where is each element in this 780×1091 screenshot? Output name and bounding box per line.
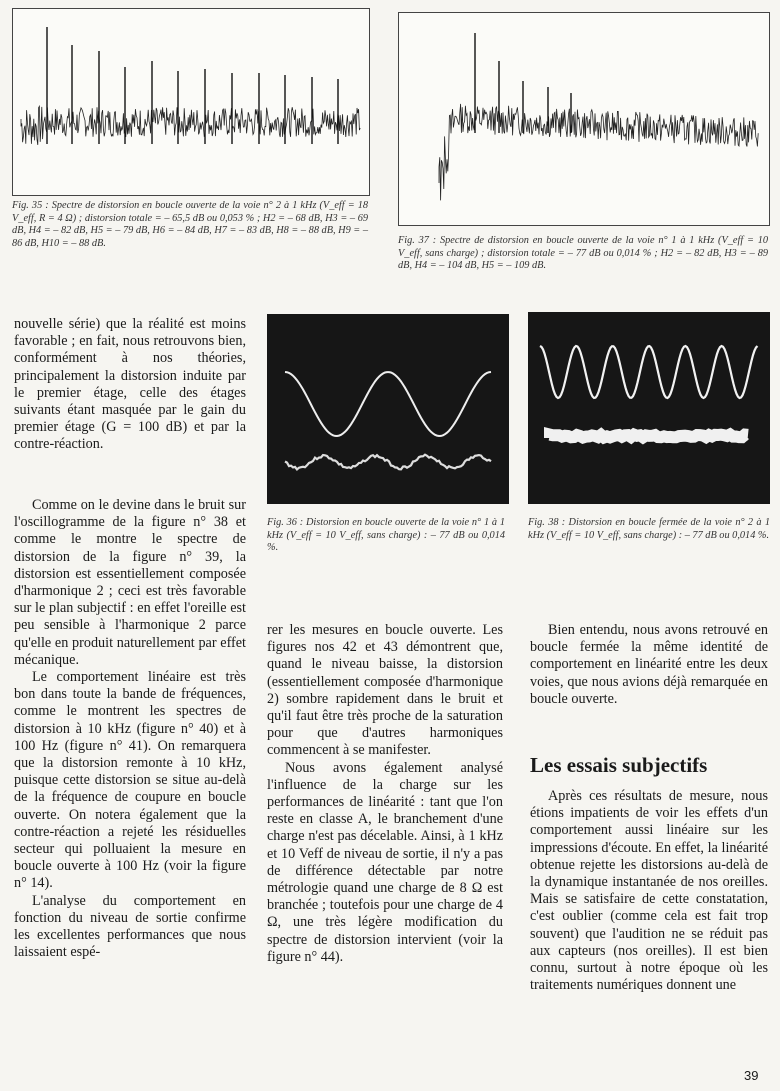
figure-35-spectrum	[12, 8, 370, 196]
paragraph: Comme on le devine dans le bruit sur l'oscillogramme de la figure n° 38 et comme le montre le spectre de distorsion de la figure n° 39, la distorsion est essentiellement composée d'harmonique 2 ; ceci est très favorable sur le plan subjectif : en effet l'oreille est peu sensible à l'harmonique 2 parce qu'elle en produit naturellement par effet mécanique.	[14, 497, 246, 668]
sine-trace	[285, 372, 491, 436]
middle-column	[267, 622, 503, 966]
paragraph: Après ces résultats de mesure, nous étions impatients de voir les effets d'un comportement aussi linéaire sur les impressions d'écoute. En effet, la linéarité obtenue rejette les distorsions au-delà de la dynamique instantanée de nos oreilles. Mais se satisfaire de cette constatation, c'est oublier (comme cela est fait trop souvent) que l'audition ne se réduit pas aux capteurs (nos oreilles). Il est bien connu, surtout à notre époque où les traitements numériques donnent une	[530, 788, 768, 994]
left-column-top	[14, 316, 246, 454]
paragraph: Bien entendu, nous avons retrouvé en boucle fermée la même identité de comportement en linéarité entre les deux voies, que nous avions déjà remarquée en boucle ouverte.	[530, 622, 768, 707]
distortion-trace	[285, 455, 491, 470]
figure-36-oscillogram	[267, 314, 509, 504]
spectrum-plot-37	[399, 13, 769, 225]
paragraph: nouvelle série) que la réalité est moins favorable ; en fait, nous retrouvons bien, conformément à nos théories, principalement la distorsion induite par le premier étage, celle des étages suivants étant masquée par le gain du premier étage (G = 100 dB) et par la contre-réaction.	[14, 316, 246, 453]
figure-38-caption: Fig. 38 : Distorsion en boucle fermée de la voie n° 2 à 1 kHz (V_eff = 10 V_eff, sans charge) : – 77 dB ou 0,014 %.	[528, 517, 770, 541]
figure-38-oscillogram	[528, 312, 770, 504]
figure-35-caption: Fig. 35 : Spectre de distorsion en boucle ouverte de la voie n° 2 à 1 kHz (V_eff = 18 V_eff, R = 4 Ω) ; distorsion totale = – 65,5 dB ou 0,053 % ; H2 = – 68 dB, H3 = – 69 dB, H4 = – 82 dB, H5 = – 79 dB, H6 = – 84 dB, H7 = – 83 dB, H8 = – 88 dB, H9 = – 86 dB, H10 = – 88 dB.	[12, 200, 368, 249]
oscillogram-38	[528, 312, 770, 504]
spectrum-noise	[439, 104, 758, 200]
paragraph: L'analyse du comportement en fonction du niveau de sortie confirme les excellentes performances que nous laissaient espé-	[14, 892, 246, 961]
sine-trace	[540, 346, 758, 398]
paragraph: rer les mesures en boucle ouverte. Les figures nos 42 et 43 démontrent que, quand le niveau baisse, la distorsion (essentiellement composée d'harmonique 2) sombre rapidement dans le bruit et qu'il faut être très proche de la saturation pour que d'autres harmoniques commencent à se manifester.	[267, 622, 503, 759]
oscillogram-36	[267, 314, 509, 504]
paragraph: Le comportement linéaire est très bon dans toute la bande de fréquences, comme le montrent les spectres de distorsion à 10 kHz (figure n° 40) et à 100 Hz (figure n° 41). On remarquera que la distorsion remonte à 10 kHz, puisque cette distorsion se situe au-delà de la fréquence de coupure en boucle ouverte. On notera également que la contre-réaction a rejeté les résiduelles secteur qui polluaient la mesure en boucle ouverte à 100 Hz (voir la figure n° 14).	[14, 669, 246, 892]
section-heading: Les essais subjectifs	[530, 753, 708, 777]
figure-36-caption: Fig. 36 : Distorsion en boucle ouverte de la voie n° 1 à 1 kHz (V_eff = 10 V_eff, sans charge) : – 77 dB ou 0,014 %.	[267, 517, 505, 554]
figure-37-spectrum	[398, 12, 770, 226]
left-column	[14, 497, 246, 961]
right-column	[530, 788, 768, 994]
paragraph: Nous avons également analysé l'influence de la charge sur les performances de linéarité : tant que l'on reste en classe A, le branchement d'une charge n'est pas décelable. Ainsi, à 1 kHz et 10 Veff de niveau de sortie, il n'y a pas de différence détectable par notre métrologie quand une charge de 8 Ω est branchée ; toutefois pour une charge de 4 Ω, une très légère modification du spectre de distorsion intervient (voir la figure n° 44).	[267, 759, 503, 965]
spectrum-plot-35	[13, 9, 369, 195]
page-number: 39	[744, 1068, 759, 1083]
noise-band	[550, 435, 748, 439]
right-column-top	[530, 622, 768, 708]
figure-37-caption: Fig. 37 : Spectre de distorsion en boucle ouverte de la voie n° 1 à 1 kHz (V_eff = 10 V_eff, sans charge) ; distorsion totale = – 77 dB ou 0,014 % ; H2 = – 82 dB, H3 = – 89 dB, H4 = – 104 dB, H5 = – 109 dB.	[398, 235, 768, 272]
